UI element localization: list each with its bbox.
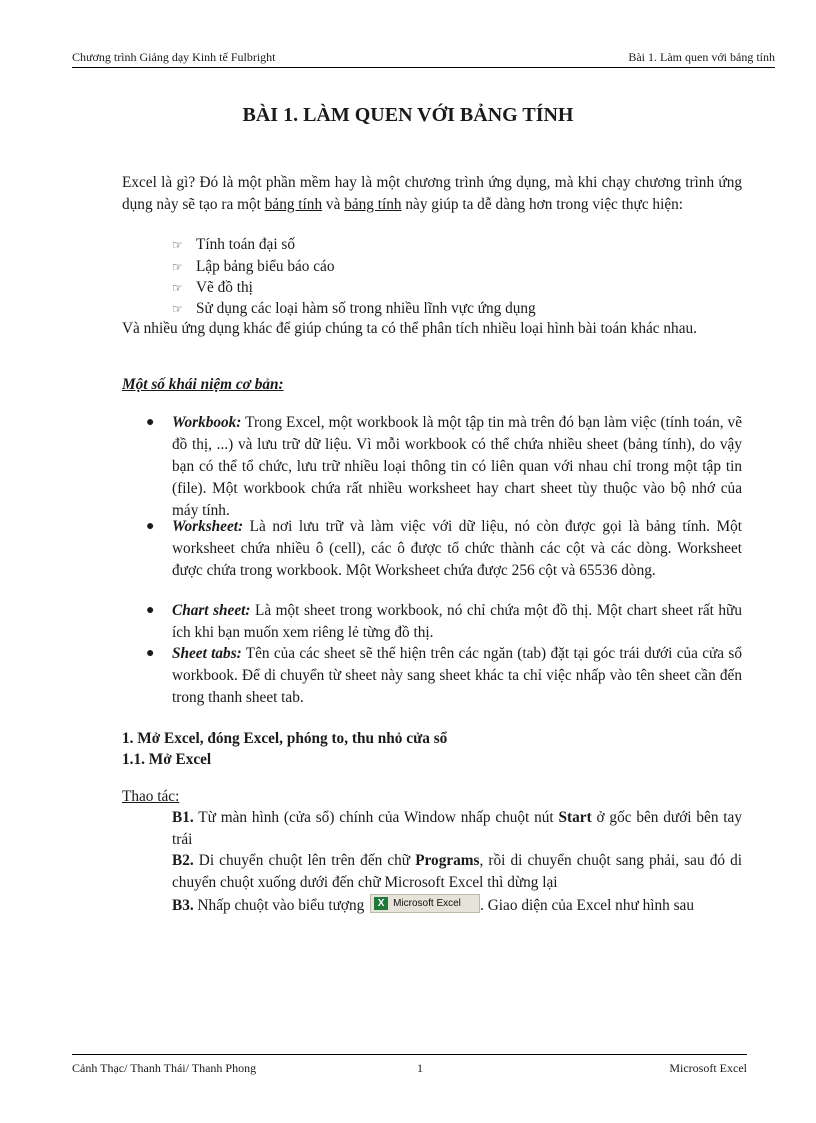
step-b2 (172, 850, 742, 894)
concept-term: Chart sheet: (172, 602, 251, 619)
concept-term: Workbook: (172, 414, 242, 431)
excel-icon: X (374, 897, 388, 910)
step-text: Di chuyển chuột lên trên đến chữ (193, 852, 416, 869)
section-1-heading: 1. Mở Excel, đóng Excel, phóng to, thu nhỏ cửa sổ (122, 730, 448, 747)
concept-sheet-tabs (172, 643, 742, 709)
pointing-hand-icon: ☞ (172, 260, 183, 274)
bullet-dot-icon: ● (146, 519, 155, 534)
intro-text-end: này giúp ta dễ dàng hơn trong việc thực hiện: (401, 196, 684, 213)
thao-tac-label: Thao tác: (122, 788, 180, 805)
concept-text: Trong Excel, một workbook là một tập tin mà trên đó bạn làm việc (tính toán, vẽ đồ thị, ...) và lưu trữ dữ liệu. Vì mỗi workbook có thể chứa nhiều sheet (bảng tính), do vậy bạn có thể tổ chức, lưu trữ nhiều loại thông tin có liên quan với nhau chỉ trong một tập tin (file). Một workbook chứa rất nhiều worksheet hay chart sheet tùy thuộc vào bộ nhớ của máy tính. (172, 414, 742, 519)
excel-shortcut-label: Microsoft Excel (393, 898, 461, 909)
step-text: ở gốc bên dưới bên tay trái (172, 809, 742, 848)
concept-term: Worksheet: (172, 518, 244, 535)
intro-bullet (172, 277, 253, 299)
bullet-text: Vẽ đồ thị (196, 279, 253, 296)
section-1-1-heading: 1.1. Mở Excel (122, 751, 212, 768)
step-b1 (172, 807, 742, 851)
programs-keyword: Programs (415, 852, 480, 869)
microsoft-excel-shortcut-button (370, 894, 480, 913)
concept-text: Là một sheet trong workbook, nó chỉ chứa một đồ thị. Một chart sheet rất hữu ích khi bạn muốn xem riêng lẻ từng đồ thị. (172, 602, 742, 641)
concept-workbook (172, 412, 742, 522)
page-title: BÀI 1. LÀM QUEN VỚI BẢNG TÍNH (242, 104, 574, 126)
page-footer (72, 1054, 747, 1075)
concept-chart-sheet (172, 600, 742, 644)
footer-authors: Cảnh Thạc/ Thanh Thái/ Thanh Phong (72, 1061, 257, 1075)
pointing-hand-icon: ☞ (172, 302, 183, 316)
header-right: Bài 1. Làm quen với bảng tính (628, 50, 775, 64)
bullet-dot-icon: ● (146, 603, 155, 618)
step-text: Từ màn hình (cửa sổ) chính của Window nhấp chuột nút (193, 809, 559, 826)
step-label: B1. (172, 809, 194, 826)
bullet-text: Tính toán đại số (196, 236, 295, 253)
step-text: Nhấp chuột vào biểu tượng (193, 897, 369, 914)
bullet-text: Lập bảng biểu báo cáo (196, 258, 335, 275)
intro-link-bang-tinh-1: bảng tính (264, 196, 323, 213)
step-b3 (172, 894, 742, 917)
pointing-hand-icon: ☞ (172, 281, 183, 295)
intro-bullet (172, 234, 295, 256)
start-keyword: Start (558, 809, 592, 826)
header-left: Chương trình Giảng dạy Kinh tế Fulbright (72, 50, 276, 64)
intro-link-bang-tinh-2: bảng tính (344, 196, 402, 213)
bullet-dot-icon: ● (146, 646, 155, 661)
intro-paragraph (122, 172, 742, 216)
intro-bullet (172, 256, 334, 278)
concept-worksheet (172, 516, 742, 582)
step-text: . Giao diện của Excel như hình sau (480, 897, 694, 914)
step-label: B3. (172, 897, 194, 914)
page-header (72, 50, 775, 68)
intro-closing-paragraph: Và nhiều ứng dụng khác để giúp chúng ta có thể phân tích nhiều loại hình bài toán khác nhau. (122, 320, 697, 337)
bullet-text: Sử dụng các loại hàm số trong nhiều lĩnh vực ứng dụng (196, 300, 536, 317)
concept-text: Tên của các sheet sẽ thể hiện trên các ngăn (tab) đặt tại góc trái dưới của cửa sổ workbook. Để di chuyển từ sheet này sang sheet khác ta chỉ việc nhấp vào tên sheet cần đến trong thanh sheet tab. (172, 645, 742, 706)
bullet-dot-icon: ● (146, 415, 155, 430)
concepts-heading: Một số khái niệm cơ bản: (122, 376, 284, 393)
intro-bullet (172, 298, 536, 320)
footer-page-number: 1 (417, 1061, 423, 1075)
step-text: , rồi di chuyển chuột sang phải, sau đó di chuyển chuột xuống dưới đến chữ Microsoft Excel thì dừng lại (172, 852, 742, 891)
footer-right: Microsoft Excel (669, 1061, 747, 1075)
intro-text-mid: và (322, 196, 345, 213)
intro-text-1: Excel là gì? Đó là một phần mềm hay là một chương trình ứng dụng, mà khi chạy chương trình ứng dụng này sẽ tạo ra một (122, 174, 742, 213)
concept-term: Sheet tabs: (172, 645, 242, 662)
pointing-hand-icon: ☞ (172, 238, 183, 252)
concept-text: Là nơi lưu trữ và làm việc với dữ liệu, nó còn được gọi là bảng tính. Một worksheet chứa nhiều ô (cell), các ô được tổ chức thành các cột và các dòng. Worksheet được chứa trong workbook. Một Worksheet chứa được 256 cột và 65536 dòng. (172, 518, 742, 579)
step-label: B2. (172, 852, 194, 869)
